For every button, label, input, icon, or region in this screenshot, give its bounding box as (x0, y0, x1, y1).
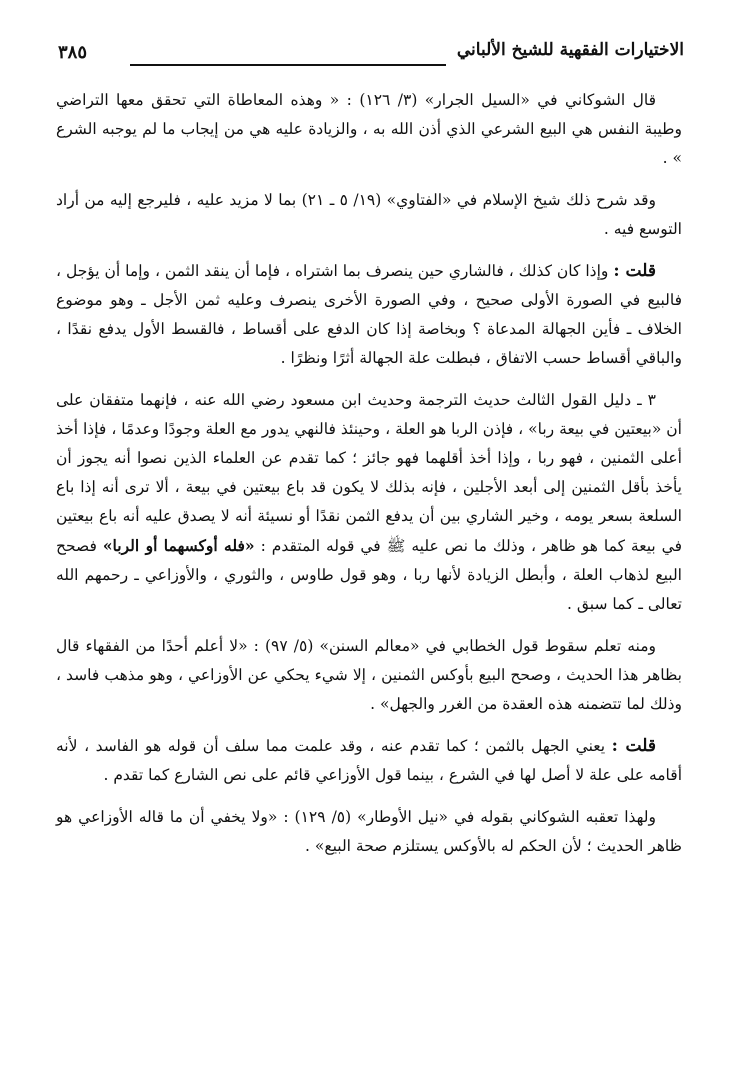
paragraph-text: وقد شرح ذلك شيخ الإسلام في «الفتاوي» (١٩/ ٥ ـ ٢١) بما لا مزيد عليه ، فليرجع إليه من أراد التوسع فيه . (56, 191, 682, 238)
running-title: الاختيارات الفقهية للشيخ الألباني (456, 40, 684, 60)
qult-label: قلت : (611, 736, 656, 756)
qult-label: قلت : (613, 261, 656, 281)
paragraph (56, 386, 682, 619)
page-body (56, 86, 682, 874)
page-header (58, 38, 684, 72)
header-rule (130, 64, 446, 66)
paragraph (56, 257, 682, 373)
paragraph-text: ولهذا تعقبه الشوكاني بقوله في «نيل الأوطار» (٥/ ١٢٩) : «ولا يخفي أن ما قاله الأوزاعي هو ظاهر الحديث ؛ لأن الحكم له بالأوكس يستلزم صحة البيع» . (56, 808, 682, 855)
paragraph (56, 732, 682, 790)
paragraph-text: يعني الجهل بالثمن ؛ كما تقدم عنه ، وقد علمت مما سلف أن قوله هو الفاسد ، لأنه أقامه على علة لا أصل لها في الشرع ، بينما قول الأوزاعي قائم على نص الشارع كما تقدم . (56, 737, 682, 784)
paragraph-text: وإذا كان كذلك ، فالشاري حين ينصرف بما اشتراه ، فإما أن ينقد الثمن ، وإما أن يؤجل ، فالبيع في الصورة الأولى صحيح ، وفي الصورة الأخرى ينصرف وعليه ثمن الأجل ـ وهو موضوع الخلاف ـ فأين الجهالة المدعاة ؟ وبخاصة إذا كان الدفع على أقساط ، فالقسط الأول يدفع نقدًا ، والباقي أقساط حسب الاتفاق ، فبطلت علة الجهالة أثرًا ونظرًا . (56, 262, 682, 367)
paragraph (56, 632, 682, 719)
paragraph-text: فصحح البيع لذهاب العلة ، وأبطل الزيادة لأنها ربا ، وهو قول طاوس ، والثوري ، والأوزاعي ـ رحمهم الله تعالى ـ كما سبق . (56, 537, 682, 613)
paragraph (56, 86, 682, 173)
paragraph-text: ومنه تعلم سقوط قول الخطابي في «معالم السنن» (٥/ ٩٧) : «لا أعلم أحدًا من الفقهاء قال بظاهر هذا الحديث ، وصحح البيع بأوكس الثمنين ، إلا شيء يحكي عن الأوزاعي ، وهو مذهب فاسد ، وذلك لما تتضمنه هذه العقدة من الغرر والجهل» . (56, 637, 682, 713)
paragraph (56, 186, 682, 244)
paragraph-text: ٣ ـ دليل القول الثالث حديث الترجمة وحديث ابن مسعود رضي الله عنه ، فإنهما متفقان على أن «بيعتين في بيعة ربا» ، فإذن الربا هو العلة ، وحينئذ فالنهي يدور مع العلة وجودًا وعدمًا ، فإذا أخذ أعلى الثمنين ، فهو ربا ، وإذا أخذ أقلهما فهو جائز ؛ كما تقدم عن العلماء الذين نصوا أنه يجوز أن يأخذ بأقل الثمنين إلى أبعد الأجلين ، فإنه بذلك لا يكون قد باع بيعتين في بيعة ، ألا ترى أنه إذا باع السلعة بسعر يومه ، وخير الشاري بين أن يدفع الثمن نقدًا أو نسيئة أنه لا يصدق عليه أنه باع بيعتين في بيعة كما هو ظاهر ، وذلك ما نص عليه ﷺ في قوله المتقدم : (56, 391, 683, 555)
paragraph (56, 803, 682, 861)
page-number: ٣٨٥ (58, 42, 88, 63)
paragraph-text: قال الشوكاني في «السيل الجرار» (٣/ ١٢٦) : « وهذه المعاطاة التي تحقق معها التراضي وطيبة النفس هي البيع الشرعي الذي أذن الله به ، والزيادة عليه هي من إيجاب ما لم يوجبه الشرع » . (56, 91, 682, 167)
hadith-quote: «فله أوكسهما أو الربا» (102, 536, 255, 555)
